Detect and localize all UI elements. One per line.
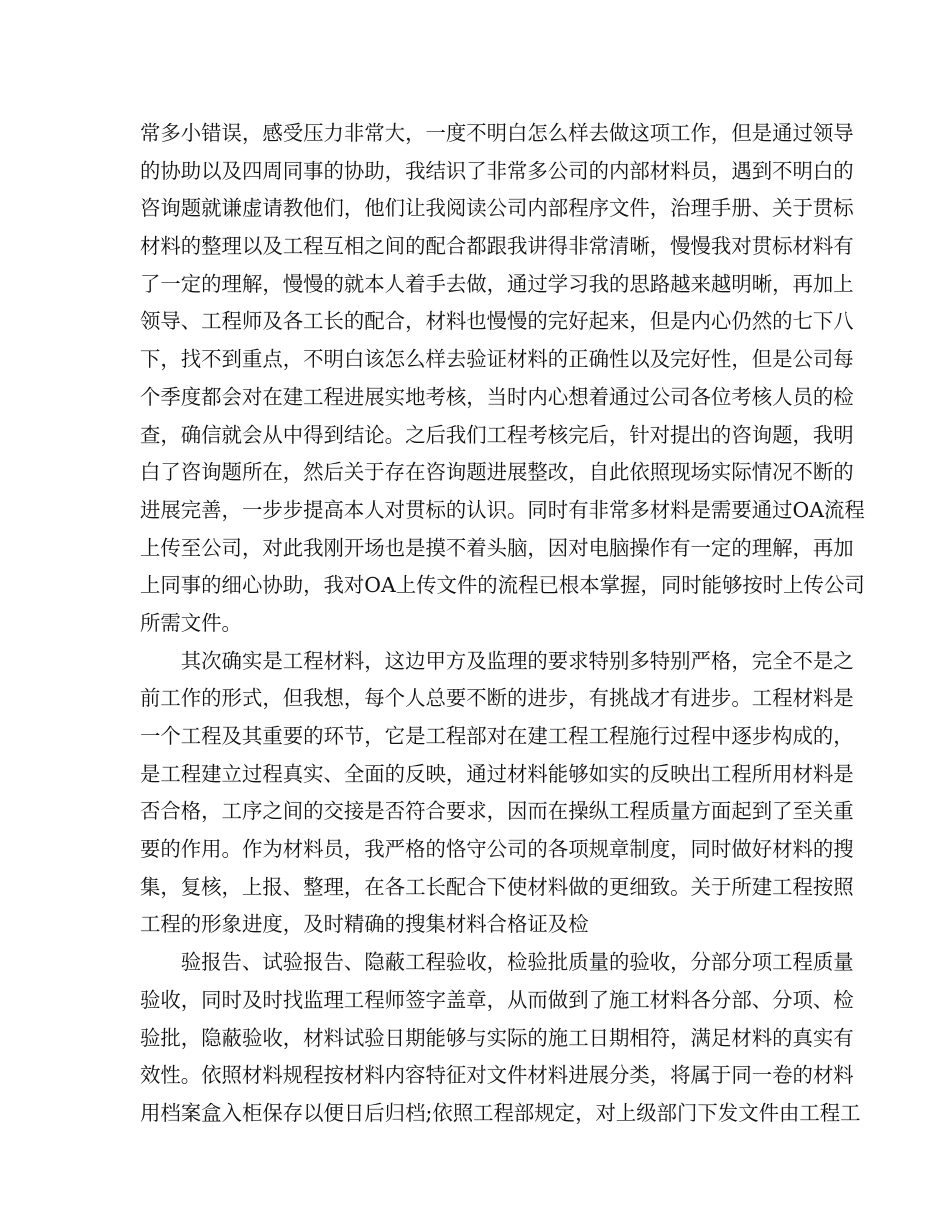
text-line: 个季度都会对在建工程进展实地考核，当时内心想着通过公司各位考核人员的检 [140,384,854,409]
text-line: 进展完善，一步步提高本人对贯标的认识。同时有非常多材料是需要通过OA流程 [140,497,865,522]
text-line: 的协助以及四周同事的协助，我结识了非常多公司的内部材料员，遇到不明白的 [140,158,854,183]
text-line: 前工作的形式，但我想，每个人总要不断的进步，有挑战才有进步。工程材料是 [140,686,854,711]
text-line: 所需文件。 [140,610,242,635]
text-line: 是工程建立过程真实、全面的反映，通过材料能够如实的反映出工程所用材料是 [140,761,854,786]
text-line: 工程的形象进度，及时精确的搜集材料合格证及检 [140,912,589,937]
text-line: 否合格，工序之间的交接是否符合要求，因而在操纵工程质量方面起到了至关重 [140,799,854,824]
text-line: 材料的整理以及工程互相之间的配合都跟我讲得非常清晰，慢慢我对贯标材料有 [140,234,854,259]
text-line: 领导、工程师及各工长的配合，材料也慢慢的完好起来，但是内心仍然的七下八 [140,309,854,334]
text-line: 验收，同时及时找监理工程师签字盖章，从而做到了施工材料各分部、分项、检 [140,987,854,1012]
text-line: 白了咨询题所在，然后关于存在咨询题进展整改，自此依照现场实际情况不断的 [140,460,854,485]
document-body [140,115,865,1133]
text-line: 其次确实是工程材料，这边甲方及监理的要求特别多特别严格，完全不是之 [140,648,854,673]
text-line: 用档案盒入柜保存以便日后归档;依照工程部规定，对上级部门下发文件由工程工 [140,1100,861,1125]
text-line: 上同事的细心协助，我对OA上传文件的流程已根本掌握，同时能够按时上传公司 [140,573,865,598]
text-line: 验报告、试验报告、隐蔽工程验收，检验批质量的验收，分部分项工程质量 [140,950,854,975]
text-line: 上传至公司，对此我刚开场也是摸不着头脑，因对电脑操作有一定的理解，再加 [140,535,854,560]
text-line: 验批，隐蔽验收，材料试验日期能够与实际的施工日期相符，满足材料的真实有 [140,1025,854,1050]
text-line: 集，复核，上报、整理，在各工长配合下使材料做的更细致。关于所建工程按照 [140,874,854,899]
text-line: 咨询题就谦虚请教他们，他们让我阅读公司内部程序文件，治理手册、关于贯标 [140,196,854,221]
text-line: 效性。依照材料规程按材料内容特征对文件材料进展分类，将属于同一卷的材料 [140,1063,854,1088]
text-line: 了一定的理解，慢慢的就本人着手去做，通过学习我的思路越来越明晰，再加上 [140,271,854,296]
text-line: 下，找不到重点，不明白该怎么样去验证材料的正确性以及完好性，但是公司每 [140,347,854,372]
text-line: 要的作用。作为材料员，我严格的恪守公司的各项规章制度，同时做好材料的搜 [140,837,854,862]
text-line: 一个工程及其重要的环节，它是工程部对在建工程工程施行过程中逐步构成的， [140,724,854,748]
text-line: 查，确信就会从中得到结论。之后我们工程考核完后，针对提出的咨询题，我明 [140,422,854,447]
text-line: 常多小错误，感受压力非常大，一度不明白怎么样去做这项工作，但是通过领导 [140,121,854,145]
